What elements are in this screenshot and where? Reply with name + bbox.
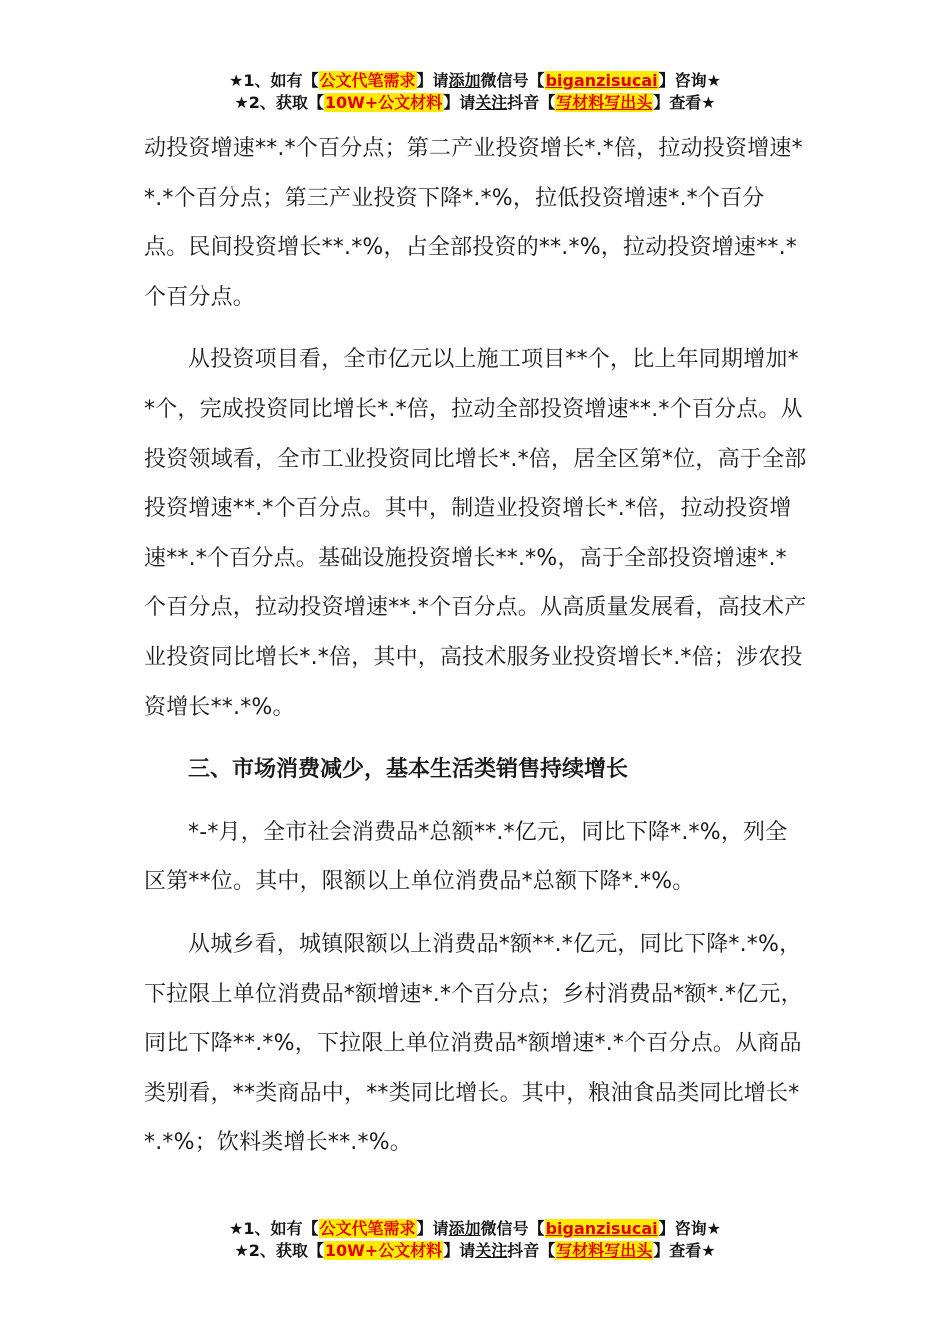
douyin-account: 写材料写出头 <box>556 93 653 112</box>
promo-highlight: 10W+公文材料 <box>324 1241 443 1260</box>
promo-line-1: ★1、如有【公文代笔需求】请添加微信号【biganzisucai】咨询★ <box>229 71 721 90</box>
promo-highlight: 公文代笔需求 <box>319 1219 416 1238</box>
promo-line-1: ★1、如有【公文代笔需求】请添加微信号【biganzisucai】咨询★ <box>229 1219 721 1238</box>
section-heading-consumption: 三、市场消费减少，基本生活类销售持续增长 <box>188 757 629 783</box>
promo-highlight: 公文代笔需求 <box>319 71 416 90</box>
paragraph-investment-projects: 从投资项目看，全市亿元以上施工项目**个，比上年同期增加**个，完成投资同比增长*.*倍，拉动全部投资增速**.*个百分点。从投资领域看，全市工业投资同比增长*.*倍，居全区第*位，高于全部投资增速**.*个百分点。其中，制造业投资增长*.*倍，拉动投资增速**.*个百分点。基础设施投资增长**.*%，高于全部投资增速*.*个百分点，拉动投资增速**.*个百分点。从高质量发展看，高技术产业投资同比增长*.*倍，其中，高技术服务业投资增长*.*倍；涉农投资增长**.*%。 <box>144 347 807 720</box>
document-body <box>144 124 808 1168</box>
paragraph-retail-total: *-*月，全市社会消费品*总额**.*亿元，同比下降*.*%，列全区第**位。其中，限额以上单位消费品*总额下降*.*%。 <box>144 819 788 895</box>
paragraph-urban-rural: 从城乡看，城镇限额以上消费品*额**.*亿元，同比下降*.*%，下拉限上单位消费品*额增速*.*个百分点；乡村消费品*额*.*亿元，同比下降**.*%，下拉限上单位消费品*额增速*.*个百分点。从商品类别看，**类商品中，**类同比增长。其中，粮油食品类同比增长**.*%；饮料类增长**.*%。 <box>144 931 803 1156</box>
wechat-id: biganzisucai <box>545 71 658 90</box>
wechat-id: biganzisucai <box>545 1219 658 1238</box>
footer-promo-banner <box>0 1218 950 1262</box>
paragraph-investment-continued: 动投资增速**.*个百分点；第二产业投资增长*.*倍，拉动投资增速**.*个百分点；第三产业投资下降*.*%，拉低投资增速*.*个百分点。民间投资增长**.*%，占全部投资的**.*%，拉动投资增速**.*个百分点。 <box>144 136 803 310</box>
header-promo-banner <box>0 70 950 114</box>
promo-line-2: ★2、获取【10W+公文材料】请关注抖音【写材料写出头】查看★ <box>234 1241 716 1260</box>
promo-highlight: 10W+公文材料 <box>324 93 443 112</box>
promo-line-2: ★2、获取【10W+公文材料】请关注抖音【写材料写出头】查看★ <box>234 93 716 112</box>
douyin-account: 写材料写出头 <box>556 1241 653 1260</box>
